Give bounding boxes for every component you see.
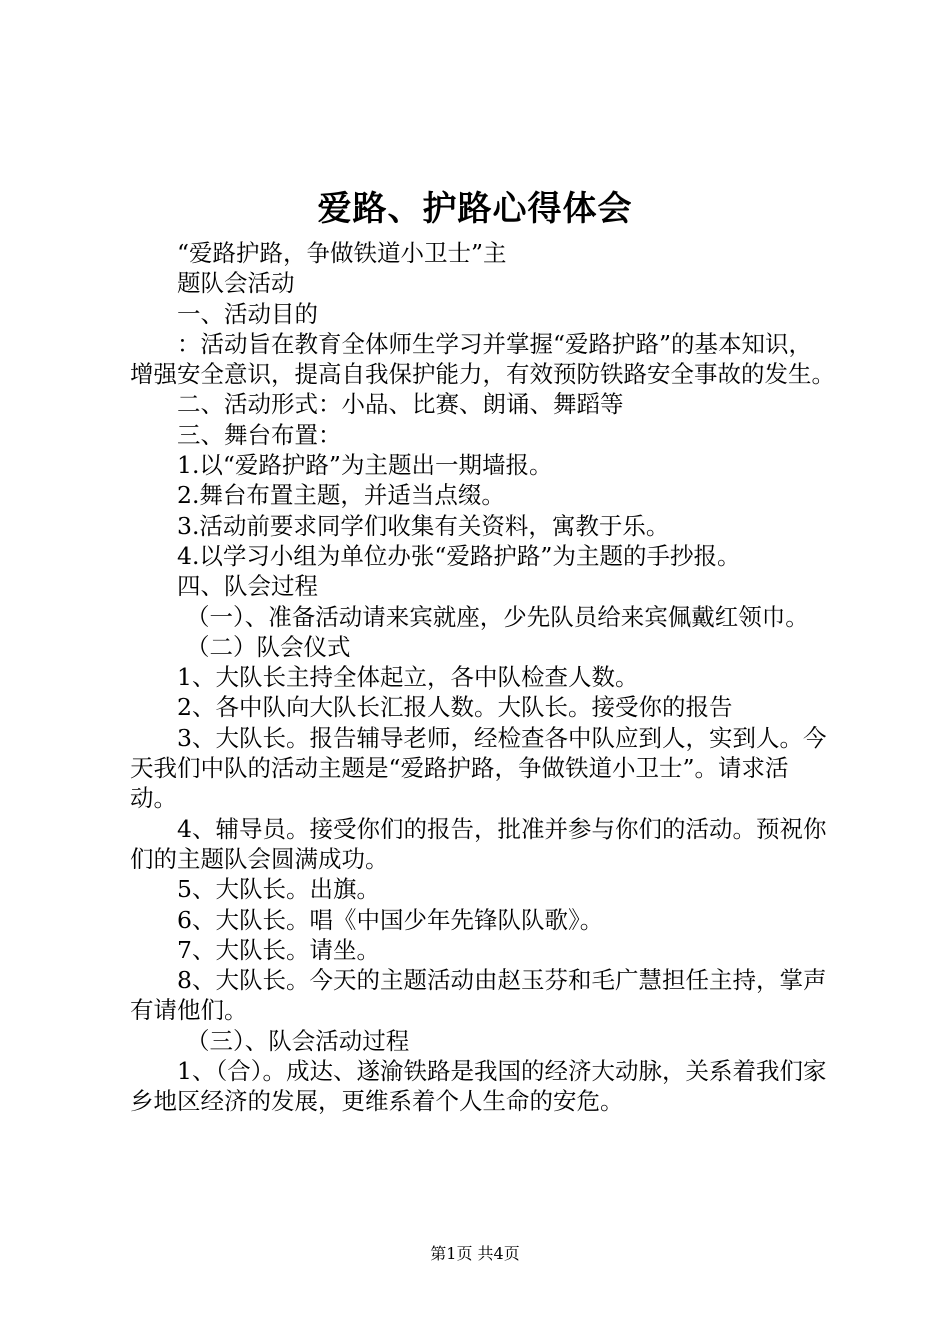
paragraph: 一、活动目的 (177, 299, 318, 328)
paragraph: 2.舞台布置主题，并适当点缀。 (177, 481, 505, 510)
paragraph: 8、大队长。今天的主题活动由赵玉芬和毛广慧担任主持，掌声有请他们。 (130, 966, 827, 1025)
paragraph: （三）、队会活动过程 (186, 1026, 410, 1055)
paragraph: 3.活动前要求同学们收集有关资料，寓教于乐。 (177, 511, 670, 540)
document-title: 爱路、护路心得体会 (317, 189, 633, 229)
paragraph: 4.以学习小组为单位办张“爱路护路”为主题的手抄报。 (177, 541, 741, 570)
paragraph: 7、大队长。请坐。 (177, 935, 380, 964)
paragraph: 1.以“爱路护路”为主题出一期墙报。 (177, 451, 553, 480)
paragraph: 三、舞台布置： (177, 420, 342, 449)
paragraph: 题队会活动 (177, 269, 295, 298)
page-footer: 第1页 共4页 (430, 1244, 520, 1263)
paragraph: （二）队会仪式 (186, 632, 351, 661)
paragraph: “爱路护路，争做铁道小卫士”主 (177, 239, 507, 267)
paragraph: 4、辅导员。接受你们的报告，批准并参与你们的活动。预祝你们的主题队会圆满成功。 (130, 814, 827, 873)
paragraph: 2、各中队向大队长汇报人数。大队长。接受你的报告 (177, 693, 733, 722)
paragraph: 1、（合）。成达、遂渝铁路是我国的经济大动脉，关系着我们家乡地区经济的发展，更维系着个人生命的安危。 (130, 1057, 827, 1116)
paragraph: 6、大队长。唱《中国少年先锋队队歌》。 (177, 905, 604, 934)
paragraph: 四、队会过程 (177, 572, 318, 601)
paragraph: 二、活动形式：小品、比赛、朗诵、舞蹈等 (177, 390, 624, 419)
document-body (130, 238, 835, 1117)
paragraph: 3、大队长。报告辅导老师，经检查各中队应到人，实到人。今天我们中队的活动主题是“爱路护路，争做铁道小卫士”。请求活动。 (130, 723, 827, 813)
paragraph: 5、大队长。出旗。 (177, 875, 380, 904)
paragraph: 1、大队长主持全体起立，各中队检查人数。 (177, 663, 639, 692)
paragraph: （一）、准备活动请来宾就座，少先队员给来宾佩戴红领巾。 (186, 602, 809, 631)
paragraph: ：活动旨在教育全体师生学习并掌握“爱路护路”的基本知识，增强安全意识，提高自我保护能力，有效预防铁路安全事故的发生。 (130, 329, 835, 389)
